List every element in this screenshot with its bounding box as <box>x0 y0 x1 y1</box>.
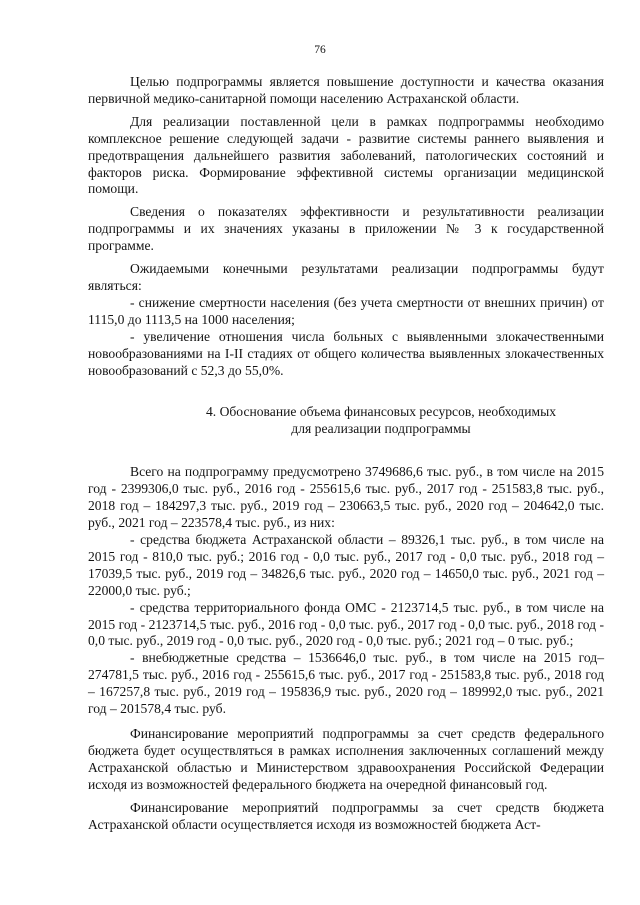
results-bullet-oncology: - увеличение отношения числа больных с выявленными злокачественными новообразованиями на I-II стадиях от общего количества выявленных злокачественных новообразований с 52,3 до 55,0%. <box>88 328 604 378</box>
funding-bullet-regional-budget: - средства бюджета Астраханской области – 89326,1 тыс. руб., в том числе на 2015 год - 810,0 тыс. руб.; 2016 год - 0,0 тыс. руб., 2017 год - 0,0 тыс. руб., 2018 год – 17039,5 тыс. руб., 2019 год – 34826,6 тыс. руб., 2020 год – 14650,0 тыс. руб., 2021 год – 22000,0 тыс. руб.; <box>88 532 604 598</box>
funding-bullet-oms-fund: - средства территориального фонда ОМС - 2123714,5 тыс. руб., в том числе на 2015 год - 2123714,5 тыс. руб., 2016 год - 0,0 тыс. руб., 2017 год - 0,0 тыс. руб., 2018 год - 0,0 тыс. руб., 2019 год - 0,0 тыс. руб., 2020 год - 0,0 тыс. руб.; 2021 год – 0 тыс. руб.; <box>88 599 604 649</box>
paragraph-federal-financing: Финансирование мероприятий подпрограммы за счет средств федерального бюджета будет осуществляться в рамках исполнения заключенных соглашений между Астраханской областью и Министерством здравоохранения Российской Федерации исходя из возможностей федерального бюджета на очередной финансовый год. <box>88 726 604 792</box>
paragraph-expected-results: Ожидаемыми конечными результатами реализации подпрограммы будут являться: <box>88 261 604 293</box>
section-heading <box>88 403 604 437</box>
section-heading-line-2: для реализации подпрограммы <box>291 421 471 437</box>
paragraph-tasks: Для реализации поставленной цели в рамках подпрограммы необходимо комплексное решение следующей задачи - развитие системы раннего выявления и предотвращения дальнейшего развития заболеваний, патологических состояний и факторов риска. Формирование эффективной системы организации медицинской помощи. <box>88 113 604 197</box>
funding-bullet-extrabudgetary: - внебюджетные средства – 1536646,0 тыс. руб., в том числе на 2015 год– 274781,5 тыс. руб., 2016 год - 255615,6 тыс. руб., 2017 год - 251583,8 тыс. руб., 2018 год – 167257,8 тыс. руб., 2019 год – 195836,9 тыс. руб., 2020 год – 189992,0 тыс. руб., 2021 год – 201578,4 тыс. руб. <box>88 650 604 717</box>
paragraph-indicators: Сведения о показателях эффективности и результативности реализации подпрограммы и их значениях указаны в приложении № 3 к государственной программе. <box>88 204 604 254</box>
paragraph-goal: Целью подпрограммы является повышение доступности и качества оказания первичной медико-санитарной помощи населению Астраханской области. <box>88 74 604 106</box>
section-heading-line-1: 4. Обоснование объема финансовых ресурсов, необходимых <box>205 404 557 420</box>
page-number: 76 <box>314 44 326 56</box>
paragraph-regional-financing: Финансирование мероприятий подпрограммы за счет средств бюджета Астраханской области осуществляется исходя из возможностей бюджета Аст- <box>88 799 604 832</box>
paragraph-funding-total: Всего на подпрограмму предусмотрено 3749686,6 тыс. руб., в том числе на 2015 год - 2399306,0 тыс. руб., 2016 год - 255615,6 тыс. руб., 2017 год - 251583,8 тыс. руб., 2018 год – 184297,3 тыс. руб., 2019 год – 230663,5 тыс. руб., 2020 год – 204642,0 тыс. руб., 2021 год – 223578,4 тыс. руб., из них: <box>88 464 604 531</box>
results-bullet-mortality: - снижение смертности населения (без учета смертности от внешних причин) от 1115,0 до 1113,5 на 1000 населения; <box>88 294 604 327</box>
document-body <box>88 74 604 839</box>
